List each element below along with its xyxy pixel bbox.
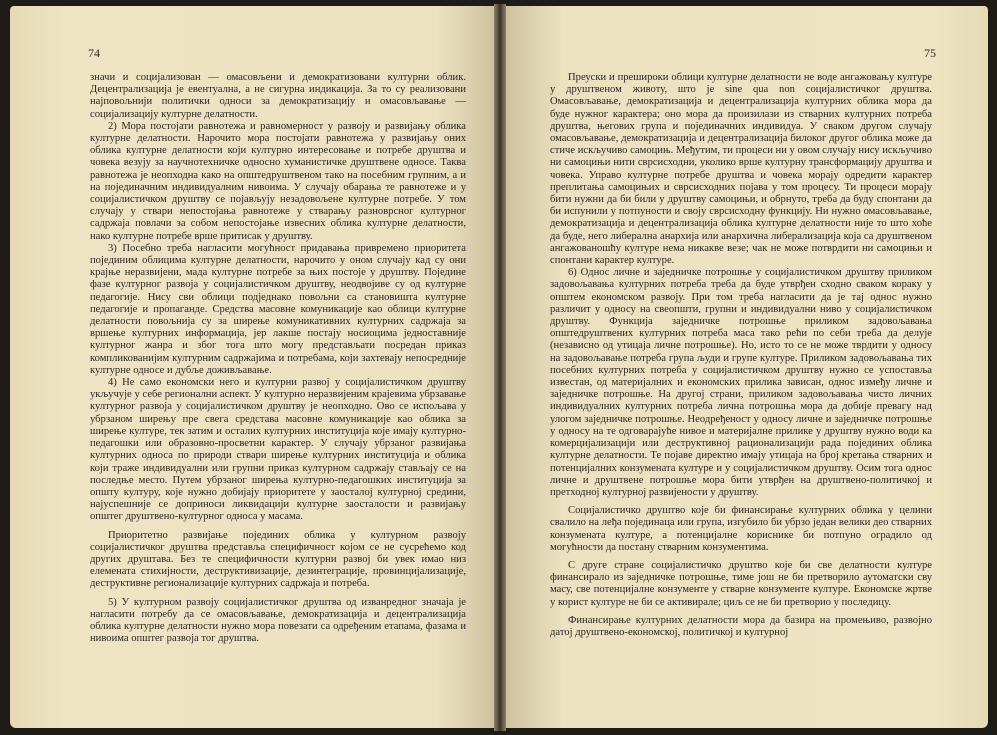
page-number-left: 74 <box>88 46 100 60</box>
paragraph: 2) Мора постојати равнотежа и равномерност у развоју и развијању облика културне делатности. Нарочито мора постојати равнотежа у развијању оних облика културне делатности који културно интересовање и потребе друштва и човека везују за научнотехничке односно хуманистичке друштвене односе. Таква равнотежа је неопходна како на општедруштвеном тако на посебним групним, а и на појединачним индивидуалним нивоима. У случају обарања те равнотеже и у социјалистичком друштву се појављују незадовољене културне потребе. У том случају у ствари непостојања равнотеже у стварању разноврсног културног садржаја повлачи за собом непостојање извесних облика културне делатности, нако културне потребе врше притисак у друштву. <box>90 120 466 242</box>
right-page-body <box>550 72 932 639</box>
paragraph: 6) Однос личне и заједничке потрошње у социјалистичком друштву приликом задовољавања културних потреба треба да буде утврђен сходно сваком кораку у општем економском развоју. При том треба нагласити да је тај однос нужно различит у односу на свеопшти, групни и индивидуални ниво у социјалистичком друштву. Функција заједничке потрошње приликом задовољавања општедруштвених културних потреба маса тако рећи по себи треба да делује (независно од утицаја личне потрошње). Но, исто то се не може тврдити у односу на задовољавање потреба група људи и групе културе. Приликом задовољавања тих посебних културних потреба у социјалистичком друштву нужно се успоставља известан, од материјалних и економских прилика зависан, однос између личне и заједничке потрошње. На другој страни, приликом задовољавања чисто личних индивидуалних културних потреба лична потрошња мора да добије превагу над улогом заједничке потрошње. Неодређеност у односу личне и заједничке потрошње у односу на те одговарајуће нивое и материјалне прилике у друштву нужно води ка комерцијализацији или деструктивној рационализацији рада појединих облика културне делатности. Те појаве директно имају утицаја на број кретања стварних и потенцијалних конзумената културе и у социјалистичком друштву. Осим тога однос личне и друштвене потрошње мора бити утврђен на друштвено-политичкој и претходној културној развијености у друштву. <box>550 267 932 498</box>
left-page <box>10 6 494 728</box>
paragraph: 5) У културном развоју социјалистичког друштва од изванредног значаја је нагласити потребу да се омасовљавање, демократизација и децентрализација облика културне делатности нужно мора повезати са одређеним етапама, фазама и нивоима општег развоја тог друштва. <box>90 596 466 645</box>
right-page <box>506 6 988 728</box>
paragraph: значи и социјализован — омасовљени и демократизовани културни облик. Децентрализација је евентуална, а не сигурна индикација. За то су реализовани најповољнији политички односи за демократизацију и омасовљавање — социјализацију културне делатности. <box>90 72 466 120</box>
left-page-body <box>90 72 466 645</box>
paragraph: Социјалистичко друштво које би финансирање културних облика у целини свалило на леђа појединаца или група, изгубило би убрзо један велики део стварних конзумената културе, а потенцијалне кориснике би потпуно оградило од могућности да постану стварним конзументима. <box>550 505 932 553</box>
paragraph: Приоритетно развијање појединих облика у културном развоју социјалистичког друштва представља специфичност којом се не сусрећемо код других друштава. Без те специфичности културни развој би увек имао низ елемената стихијности, деструктивизације, дезинтеграције, провинцијализације, деструктивне регионализације културних садржаја и потреба. <box>90 529 466 590</box>
book-gutter <box>494 4 506 731</box>
paragraph: С друге стране социјалистичко друштво које би све делатности културе финансирало из заједничке потрошње, тиме још не би претворило аутоматски сву масу, све потенцијалне конзументе у стварне конзументе културе. Економске жртве у корист културе не би се активирале; циљ се не би претворио у последицу. <box>550 559 932 608</box>
paragraph: 4) Не само економски него и културни развој у социјалистичком друштву укључује у себе регионални аспект. У културно неразвијеним крајевима убрзавање културног развоја у социјалистичком друштву је неопходно. Ово се испољава у убрзаном ширењу пре свега средстава масовне комуникације као облика за ширење културе, тек затим и осталих културних институција које имају културно-педагошки или образовно-просветни карактер. У случају убрзаног развијања културних односа по природи ствари ширење културних институција и облика који траже индивидуални или групни приказ културном садржају стављају се на последње место. Путем убрзаног ширења културно-педагошких институција за општу културу, које нужно добијају приоритете у заосталој културној средини, најуспешније се доприноси ликвидацији културне заосталости и развијању општег друштвено-културног односа у масама. <box>90 377 466 523</box>
paragraph: 3) Посебно треба нагласити могућност придавања привремено приоритета појединим облицима културне делатности, нарочито у оном случају кад су они крајње неразвијени, мада културне потребе за њих постоје у друштву. Поједине фазе културног развоја у социјалистичком друштву, неодвојиве су од културне педагогије. Нису сви облици подједнако повољни са становишта културне педагогије и пропаганде. Средства масовне комуникације као облици културне делатности повољнија су за ширење комуникативних културних садржаја за вршење културних информација, јер лакше постају носиоцима једноставније културног жанра и због тога што могу представљати посредан приказ компликованијим културним садржајима и потребама, који захтевају непосредније културне односе и дубље доживљавање. <box>90 242 466 376</box>
paragraph: Финансирање културних делатности мора да базира на промењиво, развојно датој друштвено-економској, политичкој и културној <box>550 614 932 638</box>
page-number-right: 75 <box>924 46 936 60</box>
paragraph: Преуски и прешироки облици културне делатности не воде ангажовању културе у друштвеном животу, што је sine qua non социјалистичког друштва. Омасовљавање, демократизација и децентрализација културних облика мора да буде нужног карактера; оно мора да произилази из стварних културних потреба друштва, његових група и појединачних индивидуа. У сваком другом случају омасовљавање, демократизација и децентрализација билоког другог облика може да стиче искључиво самоцињ. Међутим, ти процеси ни у овом случају нису искључиво ни самоцињи нити сврсисходни, уколико врше културну трансформацију друштва и човека. Управо културне потребе друштва и човека морају одредити карактер преплитања самоцињих и сврсисходних појава у том процесу. Ти процеси морају бити нужни да би били у друштву самоцињи, и обрнуто, треба да буду спонтани да би испунили у потпуности и своју сврсисходну функцију. Ни нужно омасовљавање, демократизација и децентрализација облика културне делатности није то што хоће да буде, него либерална анархија или анархична либерализација која са друштвеном ангажованошћу културе нема никакве везе; чак не може потврдити ни самоцињи и спонтани карактер културе. <box>550 72 932 267</box>
